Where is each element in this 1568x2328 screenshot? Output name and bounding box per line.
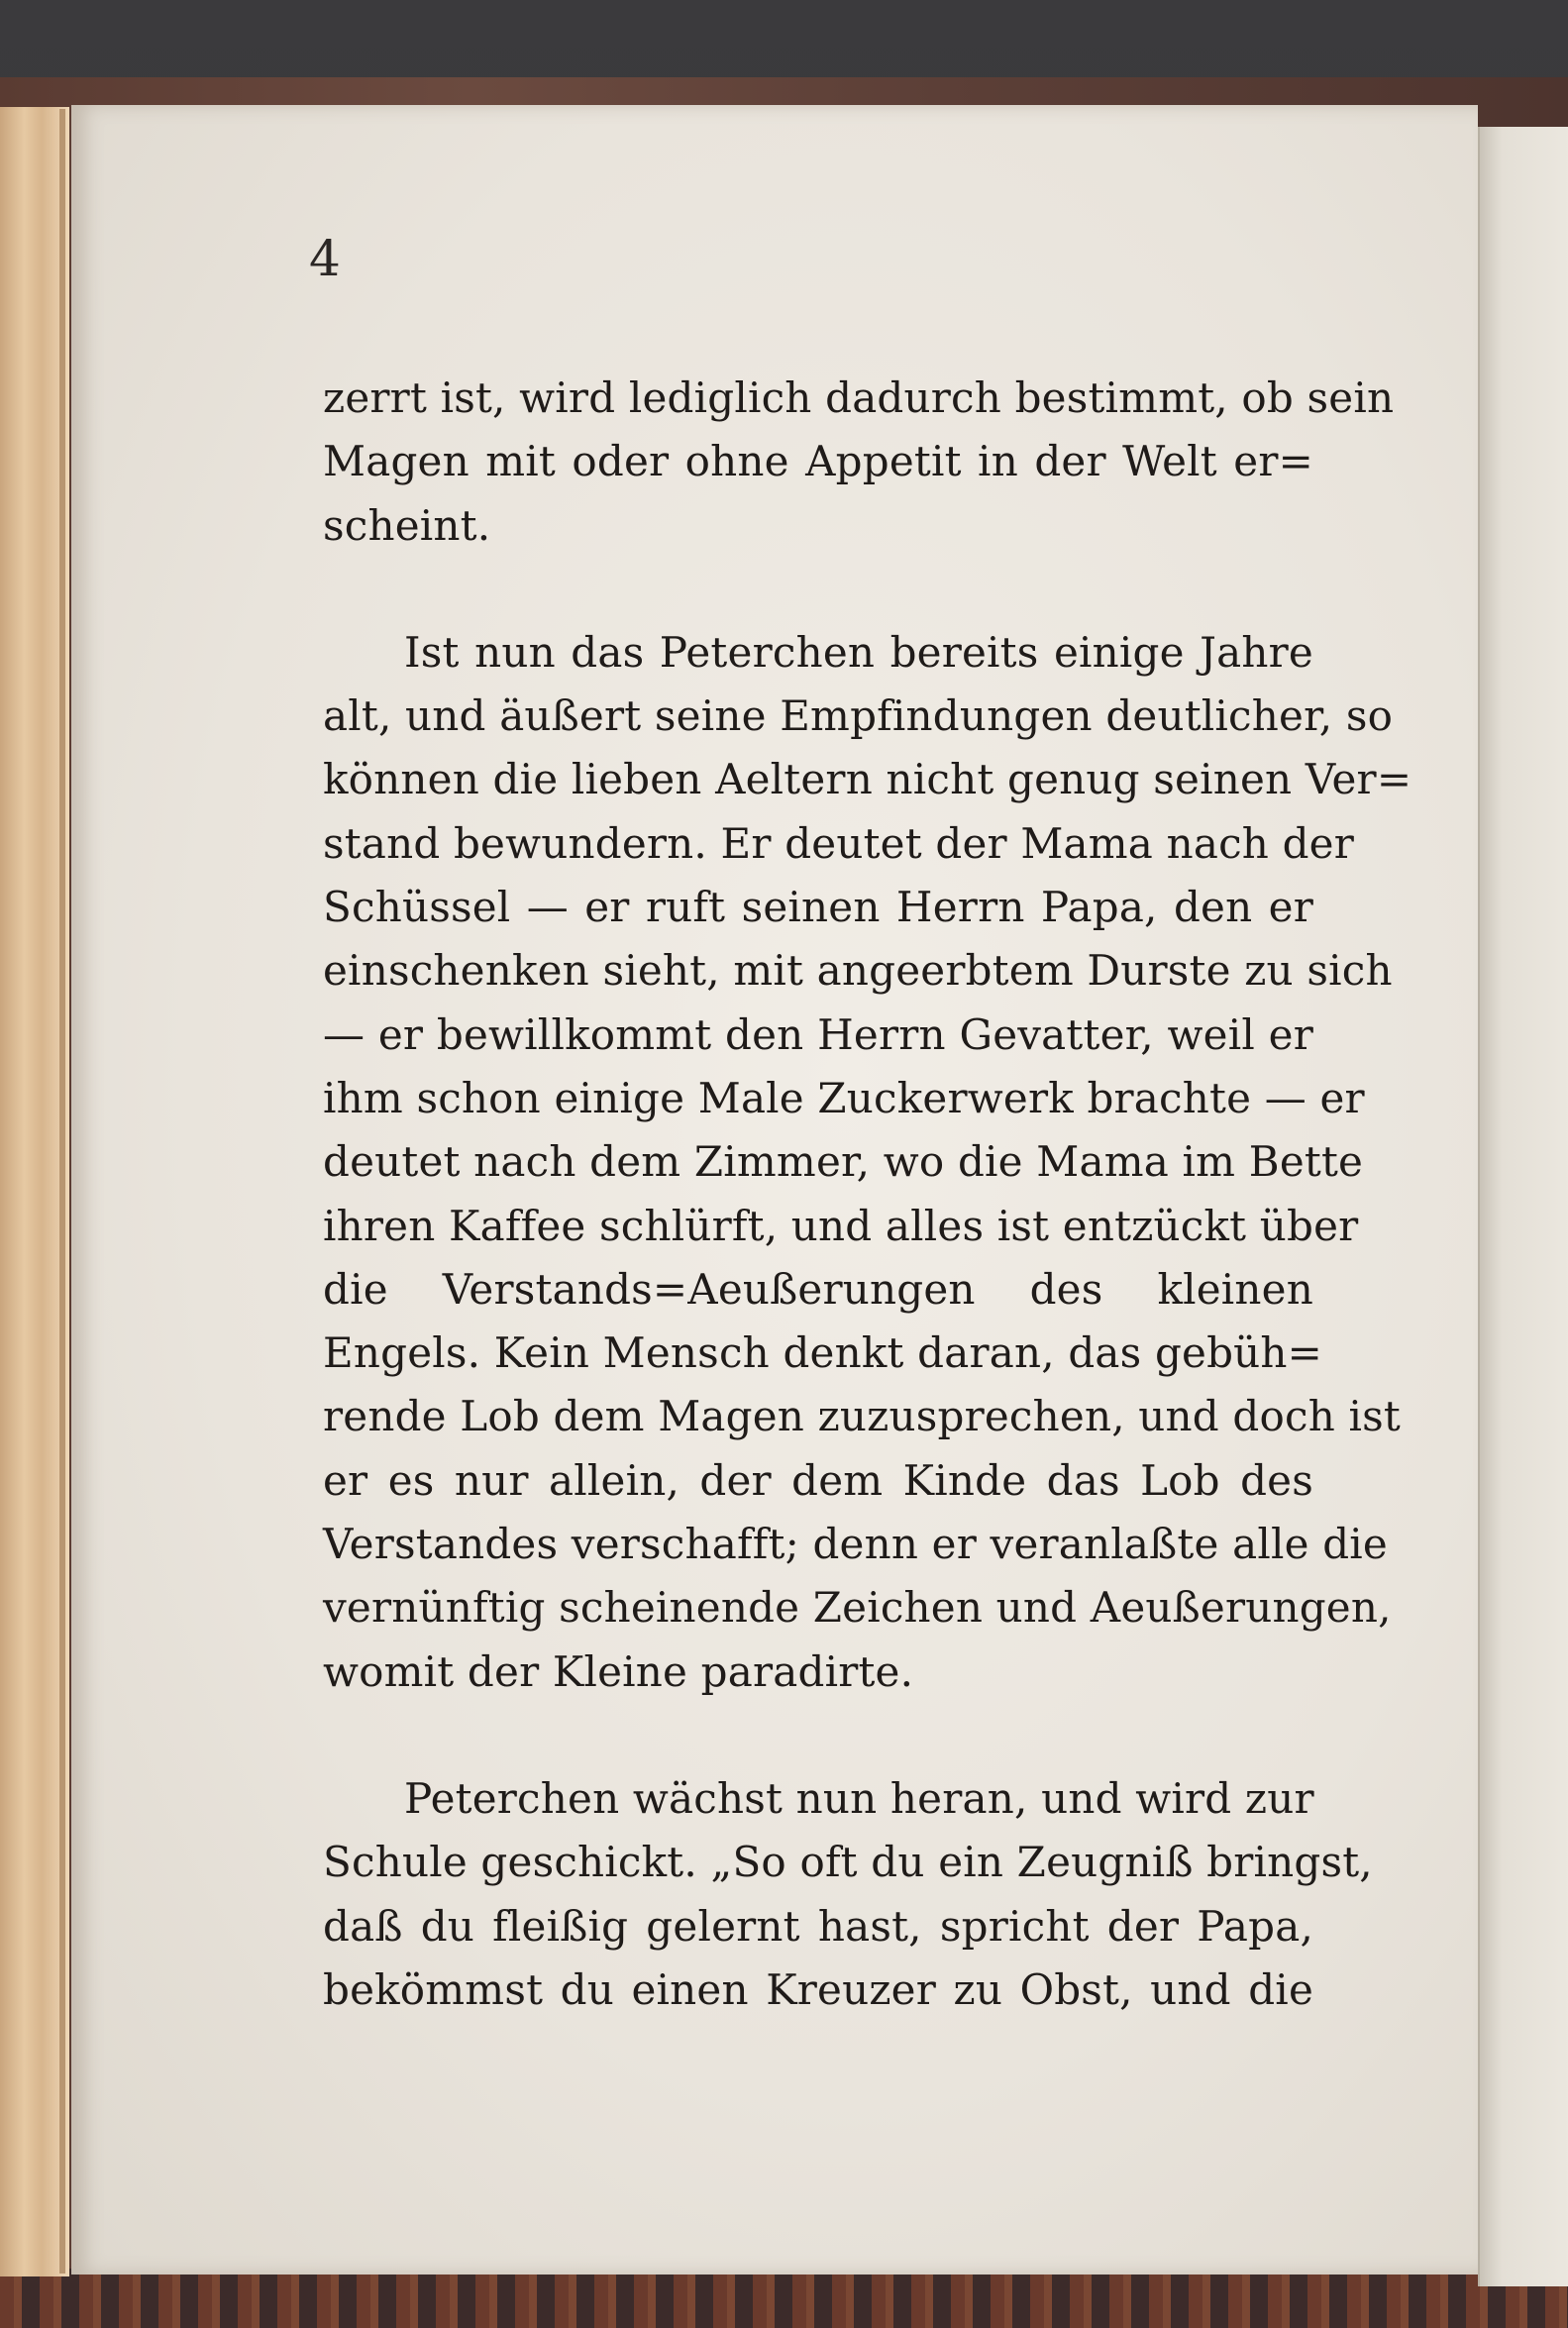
text-line: Schule geschickt. „So oft du ein Zeugniß bringst, <box>323 1838 1373 1887</box>
paragraph-1 <box>323 367 1395 558</box>
text-line: Engels. Kein Mensch denkt daran, das gebüh= <box>323 1328 1323 1378</box>
text-line: stand bewundern. Er deutet der Mama nach der <box>323 818 1355 868</box>
page-stack-line <box>59 109 65 2274</box>
text-line: Magen mit oder ohne Appetit in der Welt er= <box>323 437 1313 486</box>
text-line: vernünftig scheinende Zeichen und Aeußerungen, <box>323 1583 1392 1633</box>
paragraph-3 <box>323 1767 1373 2022</box>
facing-page-edge <box>1478 127 1568 2286</box>
paragraph-2 <box>323 621 1412 1704</box>
text-line: Schüssel — er ruft seinen Herrn Papa, den er <box>323 883 1313 932</box>
page-number: 4 <box>309 230 341 287</box>
text-line: daß du fleißig gelernt hast, spricht der Papa, <box>323 1901 1313 1951</box>
text-line: ihren Kaffee schlürft, und alles ist entzückt über <box>323 1201 1359 1250</box>
text-line: Peterchen wächst nun heran, und wird zur <box>404 1773 1314 1823</box>
page-text <box>323 367 1412 2022</box>
text-line: können die lieben Aeltern nicht genug seinen Ver= <box>323 755 1412 804</box>
text-line: bekömmst du einen Kreuzer zu Obst, und die <box>323 1964 1313 2014</box>
text-line: er es nur allein, der dem Kinde das Lob des <box>323 1455 1313 1505</box>
text-line: Ist nun das Peterchen bereits einige Jahre <box>404 627 1313 677</box>
text-line: womit der Kleine paradirte. <box>323 1646 914 1696</box>
text-line: zerrt ist, wird lediglich dadurch bestimmt, ob sein <box>323 373 1395 422</box>
text-line: die Verstands=Aeußerungen des kleinen <box>323 1264 1313 1314</box>
text-line: alt, und äußert seine Empfindungen deutlicher, so <box>323 691 1394 741</box>
text-line: Verstandes verschafft; denn er veranlaßte alle die <box>323 1520 1388 1569</box>
text-line: ihm schon einige Male Zuckerwerk brachte — er <box>323 1073 1365 1122</box>
text-line: einschenken sieht, mit angeerbtem Durste zu sich <box>323 946 1393 996</box>
text-line: — er bewillkommt den Herrn Gevatter, weil er <box>323 1009 1313 1059</box>
text-line: scheint. <box>323 500 491 550</box>
text-line: deutet nach dem Zimmer, wo die Mama im Bette <box>323 1137 1364 1187</box>
text-line: rende Lob dem Magen zuzusprechen, und doch ist <box>323 1392 1401 1441</box>
book-cover-edge <box>0 2269 1568 2328</box>
